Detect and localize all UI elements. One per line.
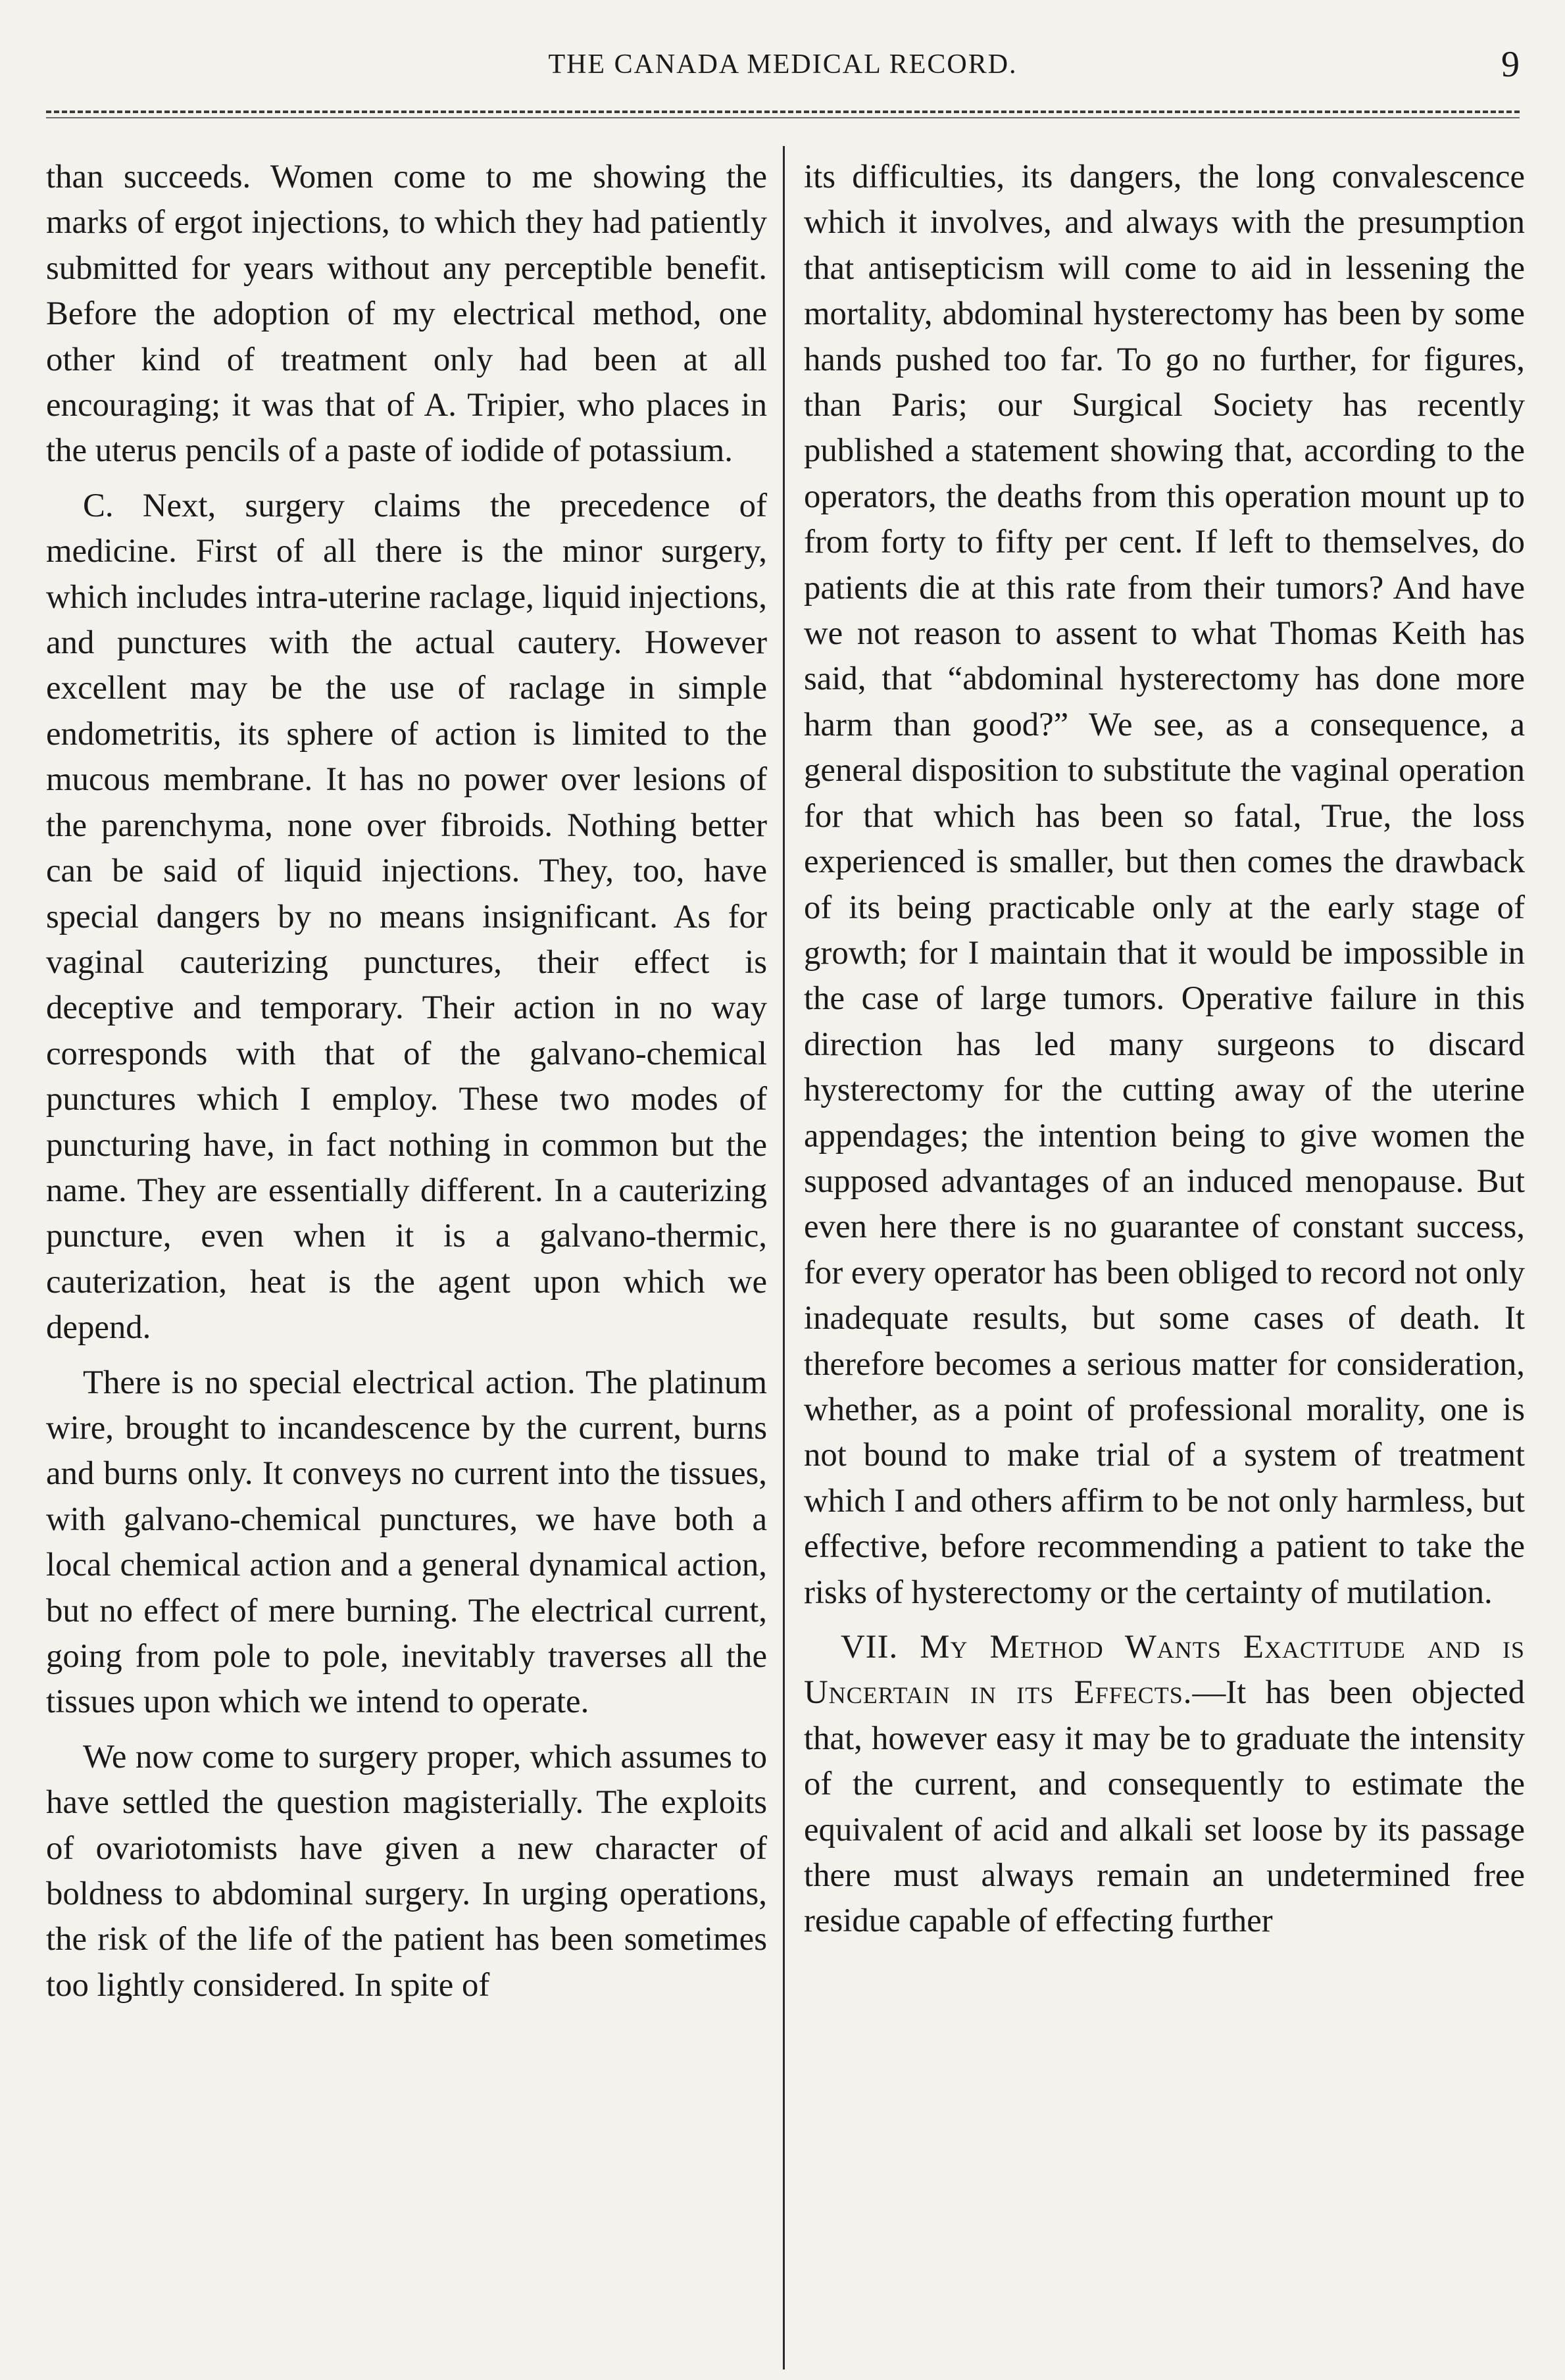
- paragraph: We now come to surgery proper, which assumes to have settled the question magisterially. The exploits of ovariotomists have given a new character of boldness to abdominal surgery. In urging operations, the risk of the life of the patient has been sometimes too lightly considered. In spite of: [46, 1737, 767, 2003]
- paragraph: There is no special electrical action. The platinum wire, brought to incandescence by the current, burns and burns only. It conveys no current into the tissues, with galvano-chemical punctures, we have both a local chemical action and a general dynamical action, but no effect of mere burning. The electrical current, going from pole to pole, inevitably traverses all the tissues upon which we intend to operate.: [46, 1363, 767, 1720]
- section-paragraph: [804, 1624, 1525, 1944]
- section-heading: VII. My Method Wants Exactitude and is Uncertain in its Effects.: [804, 1628, 1525, 1711]
- page-number: 9: [1501, 44, 1520, 85]
- paragraph: C. Next, surgery claims the precedence of medicine. First of all there is the minor surgery, which includes intra-uterine raclage, liquid injections, and punctures with the actual cautery. However excellent may be the use of raclage in simple endometritis, its sphere of action is limited to the mucous membrane. It has no power over lesions of the parenchyma, none over fibroids. Nothing better can be said of liquid injections. They, too, have special dangers by no means insignificant. As for vaginal cauterizing punctures, their effect is deceptive and temporary. Their action in no way corresponds with that of the galvano-chemical punctures which I employ. These two modes of puncturing have, in fact nothing in common but the name. They are essentially different. In a cauterizing puncture, even when it is a galvano-thermic, cauterization, heat is the agent upon which we depend.: [46, 486, 768, 1346]
- column-divider: [783, 146, 785, 2369]
- header-rule: [46, 111, 1520, 113]
- right-column: [804, 154, 1525, 1944]
- header-rule-secondary: [46, 117, 1520, 118]
- page-header: [46, 43, 1520, 89]
- section-text: —It has been objected that, however easy it may be to graduate the intensity of the current, and consequently to estimate the equivalent of acid and alkali set loose by its passage there must always remain an undetermined free residue capable of effecting further: [804, 1673, 1525, 1939]
- paragraph: its difficulties, its dangers, the long convalescence which it involves, and always with the presumption that antisepticism will come to aid in lessening the mortality, abdominal hysterectomy has been by some hands pushed too far. To go no further, for figures, than Paris; our Surgical Society has recently published a statement showing that, according to the operators, the deaths from this operation mount up to from forty to fifty per cent. If left to themselves, do patients die at this rate from their tumors? And have we not reason to assent to what Thomas Keith has said, that “abdominal hysterectomy has done more harm than good?” We see, as a consequence, a general disposition to substitute the vaginal operation for that which has been so fatal, True, the loss experienced is smaller, but then comes the drawback of its being practicable only at the early stage of growth; for I maintain that it would be impossible in the case of large tumors. Operative failure in this direction has led many surgeons to discard hysterectomy for the cutting away of the uterine appendages; the intention being to give women the supposed advantages of an induced menopause. But even here there is no guarantee of constant success, for every operator has been obliged to record not only inadequate results, but some cases of death. It therefore becomes a serious matter for consideration, whether, as a point of professional morality, one is not bound to make trial of a system of treatment which I and others affirm to be not only harmless, but effective, before recommending a patient to take the risks of hysterectomy or the certainty of mutilation.: [804, 158, 1525, 1610]
- running-head: THE CANADA MEDICAL RECORD.: [548, 49, 1018, 80]
- left-column: [46, 154, 767, 2008]
- paragraph: than succeeds. Women come to me showing the marks of ergot injections, to which they had patiently submitted for years without any perceptible benefit. Before the adoption of my electrical method, one other kind of treatment only had been at all encouraging; it was that of A. Tripier, who places in the uterus pencils of a paste of iodide of potassium.: [46, 158, 767, 469]
